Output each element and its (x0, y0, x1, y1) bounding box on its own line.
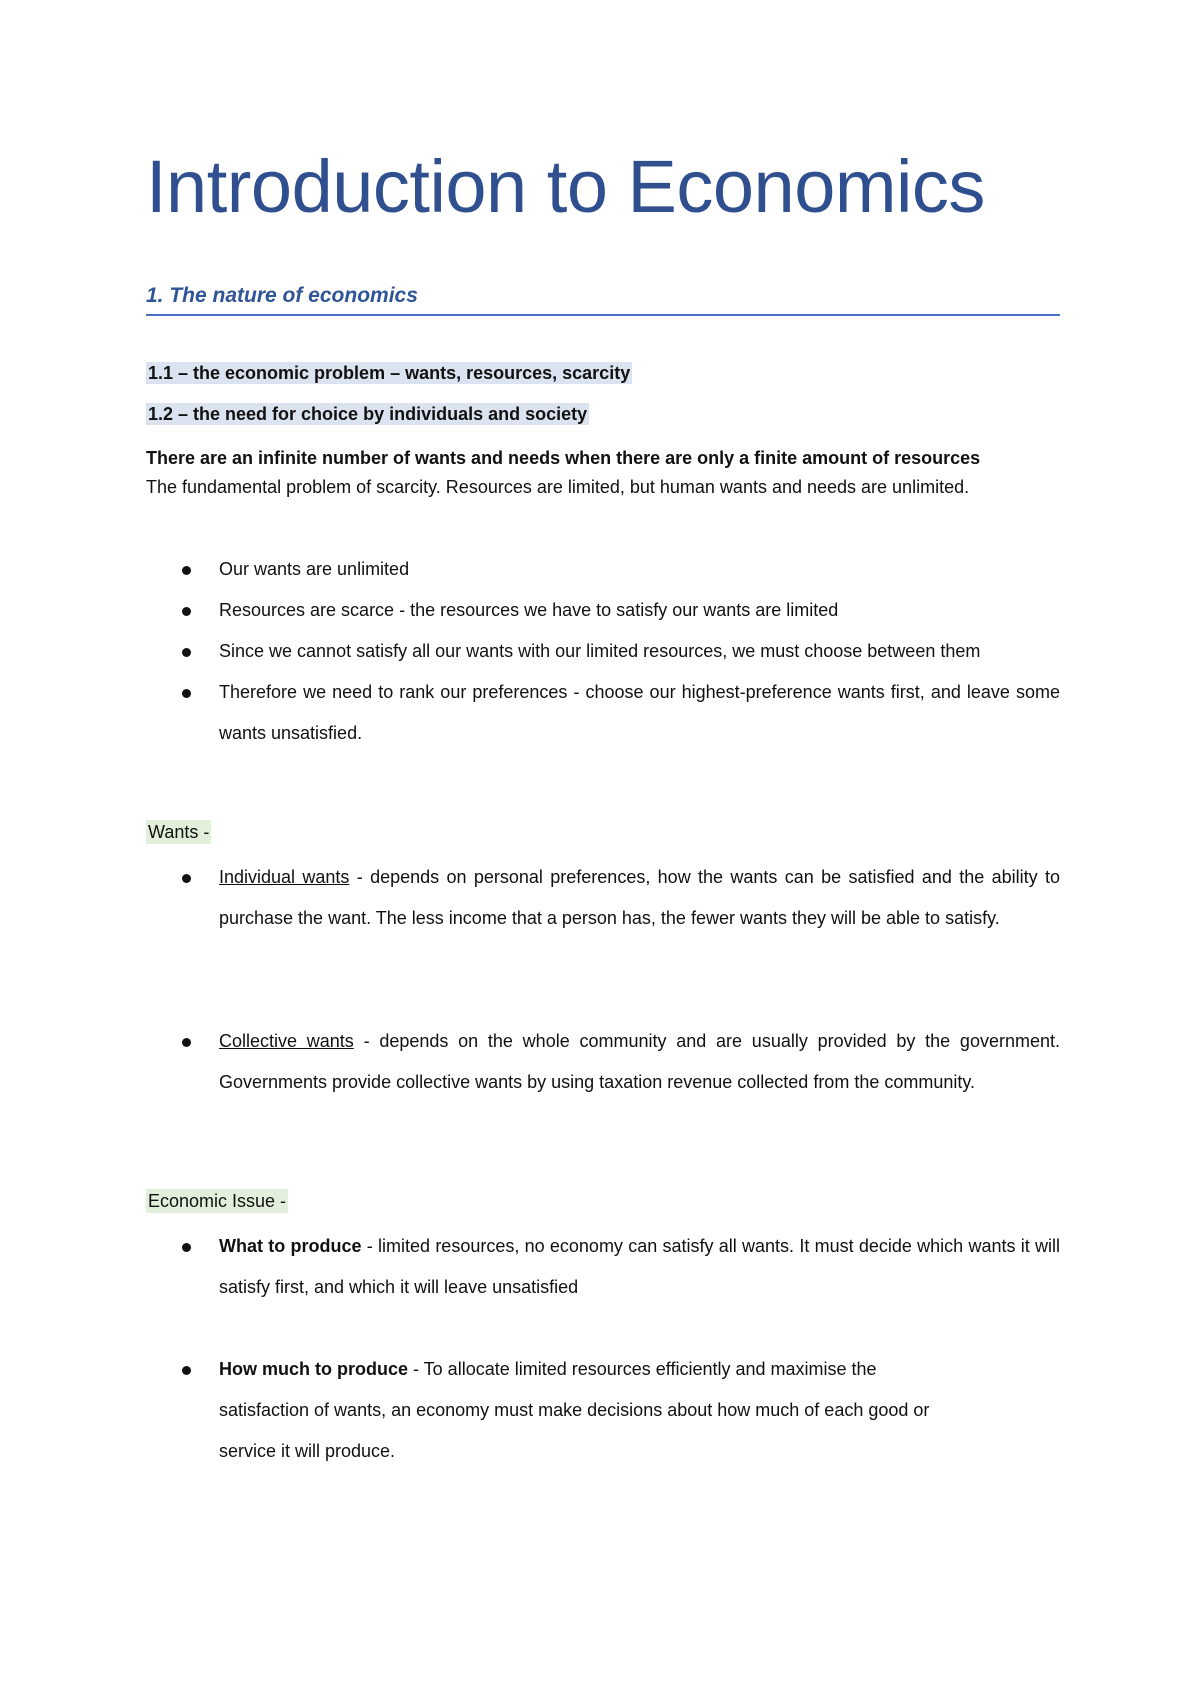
list-item-text: Our wants are unlimited (219, 559, 410, 579)
bullet-icon (182, 648, 191, 657)
list-item-text: Since we cannot satisfy all our wants with our limited resources, we must choose between them (219, 641, 981, 661)
intro-text: The fundamental problem of scarcity. Resources are limited, but human wants and needs are unlimited. (146, 477, 970, 497)
list-item (146, 1021, 1060, 1103)
section-heading: 1. The nature of economics (146, 284, 1060, 316)
subheading-1-1 (146, 363, 632, 384)
list-item (146, 672, 1060, 754)
issue-list-what (146, 1226, 1060, 1308)
intro-paragraph (146, 444, 1060, 502)
wants-list-individual (146, 857, 1060, 939)
list-item (146, 631, 1060, 672)
intro-bold-statement: There are an infinite number of wants and needs when there are only a finite amount of resources (146, 448, 981, 468)
list-item-text: Resources are scarce - the resources we have to satisfy our wants are limited (219, 600, 839, 620)
list-item-text: - limited resources, no economy can satisfy all wants. It must decide which wants it will satisfy first, and which it will leave unsatisfied (219, 1236, 1060, 1297)
list-item (146, 1226, 1060, 1308)
bullet-icon (182, 1038, 191, 1047)
list-item (146, 549, 1060, 590)
term-what-to-produce: What to produce (219, 1236, 362, 1256)
term-how-much-to-produce: How much to produce (219, 1359, 408, 1379)
subheading-1-1-text: 1.1 – the economic problem – wants, resources, scarcity (148, 363, 631, 383)
list-item (146, 857, 1060, 939)
subheading-1-2 (146, 404, 589, 425)
list-item-text: Therefore we need to rank our preferences - choose our highest-preference wants first, and leave some wants unsatisfied. (219, 682, 1060, 743)
list-item (146, 590, 1060, 631)
bullet-icon (182, 1243, 191, 1252)
list-item-text: - depends on personal preferences, how the wants can be satisfied and the ability to purchase the want. The less income that a person has, the fewer wants they will be able to satisfy. (219, 867, 1060, 928)
bullet-icon (182, 1366, 191, 1375)
term-collective-wants: Collective wants (219, 1031, 354, 1051)
wants-label (146, 822, 211, 843)
term-individual-wants: Individual wants (219, 867, 350, 887)
list-item-text: - depends on the whole community and are usually provided by the government. Governments provide collective wants by using taxation revenue collected from the community. (219, 1031, 1060, 1092)
bullet-icon (182, 566, 191, 575)
wants-list-collective (146, 1021, 1060, 1103)
scarcity-list (146, 549, 1060, 754)
economic-issue-label (146, 1191, 288, 1212)
bullet-icon (182, 874, 191, 883)
subheading-1-2-text: 1.2 – the need for choice by individuals and society (148, 404, 588, 424)
economic-issue-label-text: Economic Issue - (148, 1191, 287, 1211)
bullet-icon (182, 689, 191, 698)
bullet-icon (182, 607, 191, 616)
list-item (146, 1349, 1060, 1472)
document-title: Introduction to Economics (146, 145, 985, 228)
issue-list-how-much (146, 1349, 1060, 1472)
wants-label-text: Wants - (148, 822, 210, 842)
list-item-text: - To allocate limited resources efficiently and maximise the satisfaction of wants, an economy must make decisions about how much of each good or service it will produce. (219, 1359, 930, 1461)
